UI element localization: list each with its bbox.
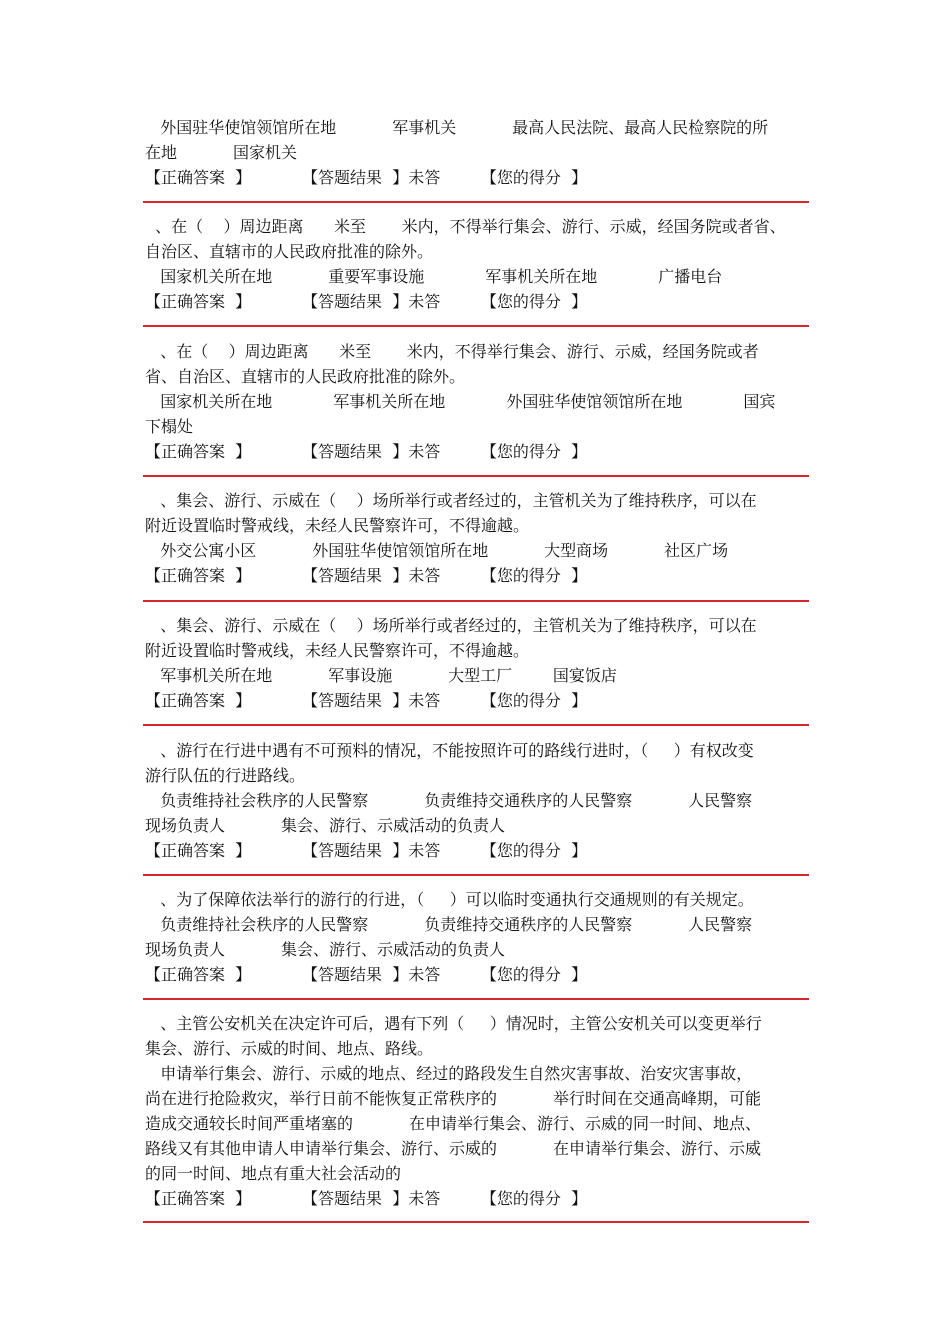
question-block-7: [145, 887, 809, 987]
answer-result-line: 【正确答案 】 【答题结果 】未答 【您的得分 】: [145, 292, 588, 311]
divider: [143, 1221, 809, 1223]
question-block-4: [145, 488, 809, 588]
divider: [143, 874, 809, 876]
question-options-line: 外交公寓小区 外国驻华使馆领馆所在地 大型商场 社区广场: [145, 541, 729, 560]
answer-result-line: 【正确答案 】 【答题结果 】未答 【您的得分 】: [145, 841, 588, 860]
question-text-line: 、主管公安机关在决定许可后，遇有下列（ ）情况时，主管公安机关可以变更举行: [145, 1014, 762, 1033]
question-block-6: [145, 738, 809, 863]
question-text-line: 附近设置临时警戒线，未经人民警察许可，不得逾越。: [145, 641, 530, 660]
question-options-line: 国家机关所在地 重要军事设施 军事机关所在地 广播电台: [145, 267, 723, 286]
answer-result-line: 【正确答案 】 【答题结果 】未答 【您的得分 】: [145, 691, 588, 710]
question-block-2: [145, 214, 809, 314]
question-text-line: 游行队伍的行进路线。: [145, 766, 306, 785]
question-block-5: [145, 613, 809, 713]
answer-result-line: 【正确答案 】 【答题结果 】未答 【您的得分 】: [145, 442, 588, 461]
divider: [143, 998, 809, 1000]
question-text-line: 自治区、直辖市的人民政府批准的除外。: [145, 242, 434, 261]
question-text-line: 集会、游行、示威的时间、地点、路线。: [145, 1039, 434, 1058]
question-options-line: 国家机关所在地 军事机关所在地 外国驻华使馆领馆所在地 国宾: [145, 392, 776, 411]
question-block-8: [145, 1011, 809, 1211]
answer-result-line: 【正确答案 】 【答题结果 】未答 【您的得分 】: [145, 168, 588, 187]
question-text-line: 、为了保障依法举行的游行的行进，（ ）可以临时变通执行交通规则的有关规定。: [145, 890, 754, 909]
question-options-line: 路线又有其他申请人申请举行集会、游行、示威的 在申请举行集会、游行、示威: [145, 1139, 761, 1158]
question-options-line: 现场负责人 集会、游行、示威活动的负责人: [145, 940, 505, 959]
answer-result-line: 【正确答案 】 【答题结果 】未答 【您的得分 】: [145, 566, 588, 585]
answer-result-line: 【正确答案 】 【答题结果 】未答 【您的得分 】: [145, 1189, 588, 1208]
question-options-line: 现场负责人 集会、游行、示威活动的负责人: [145, 816, 505, 835]
question-text-line: 附近设置临时警戒线，未经人民警察许可，不得逾越。: [145, 516, 530, 535]
question-options-line: 尚在进行抢险救灾，举行日前不能恢复正常秩序的 举行时间在交通高峰期，可能: [145, 1089, 761, 1108]
question-text-line: 在地 国家机关: [145, 143, 297, 162]
answer-result-line: 【正确答案 】 【答题结果 】未答 【您的得分 】: [145, 965, 588, 984]
question-options-line: 下榻处: [145, 417, 194, 436]
divider: [143, 475, 809, 477]
question-block-3: [145, 339, 809, 464]
divider: [143, 724, 809, 726]
question-text-line: 、游行在行进中遇有不可预料的情况，不能按照许可的路线行进时，（ ）有权改变: [145, 741, 754, 760]
question-options-line: 的同一时间、地点有重大社会活动的: [145, 1164, 402, 1183]
question-options-line: 负责维持社会秩序的人民警察 负责维持交通秩序的人民警察 人民警察: [145, 915, 753, 934]
question-options-line: 军事机关所在地 军事设施 大型工厂 国宴饭店: [145, 666, 617, 685]
question-options-line: 负责维持社会秩序的人民警察 负责维持交通秩序的人民警察 人民警察: [145, 791, 753, 810]
question-text-line: 、在（ ）周边距离 米至 米内，不得举行集会、游行、示威，经国务院或者: [145, 342, 759, 361]
question-text-line: 外国驻华使馆领馆所在地 军事机关 最高人民法院、最高人民检察院的所: [145, 118, 769, 137]
question-options-line: 申请举行集会、游行、示威的地点、经过的路段发生自然灾害事故、治安灾害事故，: [145, 1064, 753, 1083]
divider: [143, 325, 809, 327]
question-options-line: 造成交通较长时间严重堵塞的 在申请举行集会、游行、示威的同一时间、地点、: [145, 1114, 761, 1133]
question-text-line: 、集会、游行、示威在（ ）场所举行或者经过的，主管机关为了维持秩序，可以在: [145, 616, 757, 635]
divider: [143, 600, 809, 602]
question-text-line: 、在（ ）周边距离 米至 米内，不得举行集会、游行、示威，经国务院或者省、: [145, 217, 786, 236]
question-text-line: 省、自治区、直辖市的人民政府批准的除外。: [145, 367, 466, 386]
question-block-1: [145, 115, 809, 190]
divider: [143, 201, 809, 203]
question-text-line: 、集会、游行、示威在（ ）场所举行或者经过的，主管机关为了维持秩序，可以在: [145, 491, 757, 510]
